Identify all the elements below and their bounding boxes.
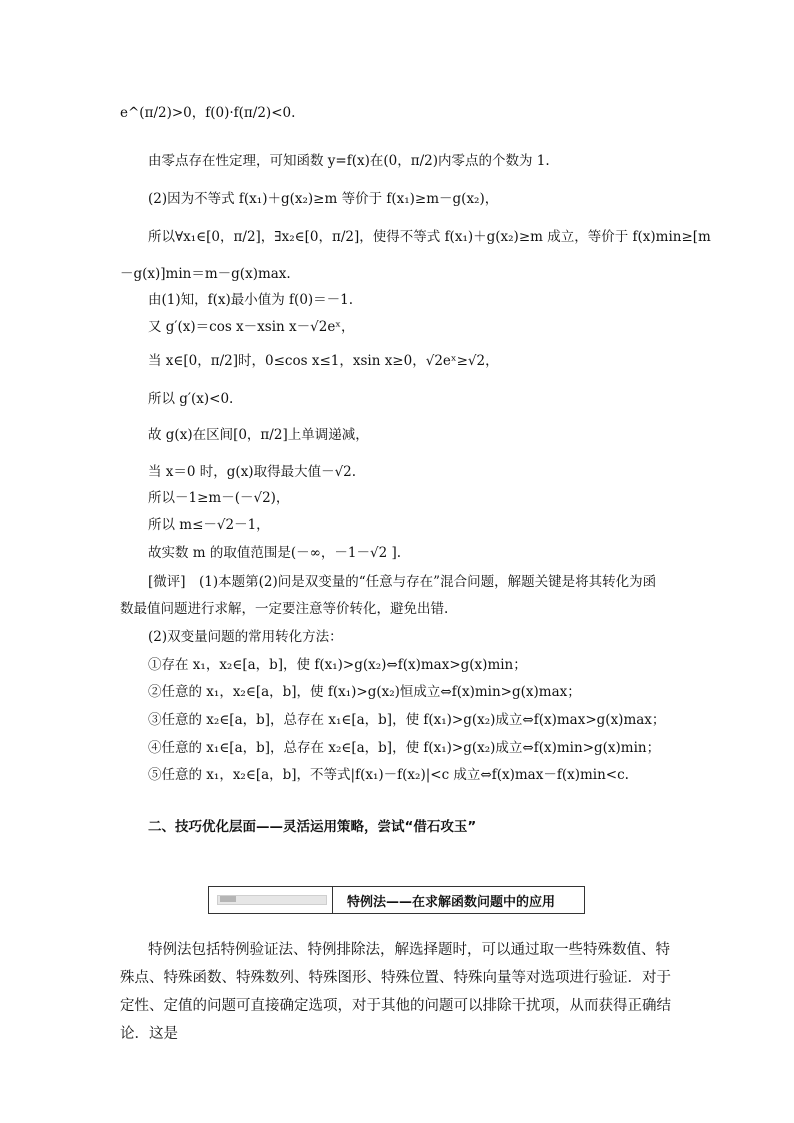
list-item: ③任意的 x₂∈[a，b]，总存在 x₁∈[a，b]，使 f(x₁)>g(x₂)成立⇔f(x)max>g(x)max； <box>148 712 666 728</box>
topic-box-label: 特例法——在求解函数问题中的应用 <box>347 894 556 910</box>
list-item: ①存在 x₁，x₂∈[a，b]，使 f(x₁)>g(x₂)⇔f(x)max>g(x)min； <box>148 657 527 673</box>
text-line: 所以 g′(x)<0. <box>148 391 234 407</box>
list-item: ②任意的 x₁，x₂∈[a，b]，使 f(x₁)>g(x₂)恒成立⇔f(x)min>g(x)max； <box>148 684 581 700</box>
text-line: 故 g(x)在区间[0，π/2]上单调递减， <box>148 427 369 443</box>
list-item: ⑤任意的 x₁，x₂∈[a，b]，不等式|f(x₁)－f(x₂)|<c 成立⇔f(x)max－f(x)min<c. <box>148 767 629 783</box>
section-heading: 二、技巧优化层面——灵活运用策略，尝试“借石攻玉” <box>148 819 477 835</box>
decorative-bar <box>217 895 327 905</box>
topic-box-decoration <box>209 887 333 913</box>
text-line: －g(x)]min＝m－g(x)max. <box>120 266 291 282</box>
text-line: 当 x∈[0，π/2]时，0≤cos x≤1，xsin x≥0，√2eˣ≥√2， <box>148 353 499 369</box>
decorative-tag <box>220 896 236 902</box>
text-line: 所以 m≤－√2－1， <box>148 517 270 533</box>
text-line: 当 x＝0 时，g(x)取得最大值－√2. <box>148 464 357 480</box>
text-line: 故实数 m 的取值范围是(－∞，－1－√2 ]. <box>148 545 402 561</box>
text-line: 由(1)知，f(x)最小值为 f(0)＝－1. <box>148 292 354 308</box>
text-line: 由零点存在性定理，可知函数 y=f(x)在(0，π/2)内零点的个数为 1. <box>148 153 550 169</box>
comment-line: [微评] (1)本题第(2)问是双变量的“任意与存在”混合问题，解题关键是将其转化为函 <box>148 574 657 590</box>
text-line: (2)因为不等式 f(x₁)＋g(x₂)≥m 等价于 f(x₁)≥m－g(x₂)， <box>148 191 499 207</box>
text-line: 所以－1≥m－(－√2)， <box>148 490 290 506</box>
body-paragraph: 特例法包括特例验证法、特例排除法，解选择题时，可以通过取一些特殊数值、特殊点、特殊函数、特殊数列、特殊图形、特殊位置、特殊向量等对选项进行验证．对于定性、定值的问题可直接确定选项，对于其他的问题可以排除干扰项，从而获得正确结论．这是 <box>120 942 671 1042</box>
list-item: ④任意的 x₁∈[a，b]，总存在 x₂∈[a，b]，使 f(x₁)>g(x₂)成立⇔f(x)min>g(x)min； <box>148 740 661 756</box>
text-line: 所以∀x₁∈[0，π/2]，∃x₂∈[0，π/2]，使得不等式 f(x₁)＋g(x₂)≥m 成立，等价于 f(x)min≥[m <box>148 229 711 245</box>
topic-box <box>208 886 585 914</box>
comment-line: (2)双变量问题的常用转化方法： <box>148 629 343 645</box>
text-line: e^(π/2)>0，f(0)·f(π/2)<0. <box>120 105 296 121</box>
text-line: 又 g′(x)＝cos x－xsin x－√2eˣ， <box>148 319 355 335</box>
comment-line: 数最值问题进行求解，一定要注意等价转化，避免出错. <box>120 601 449 617</box>
